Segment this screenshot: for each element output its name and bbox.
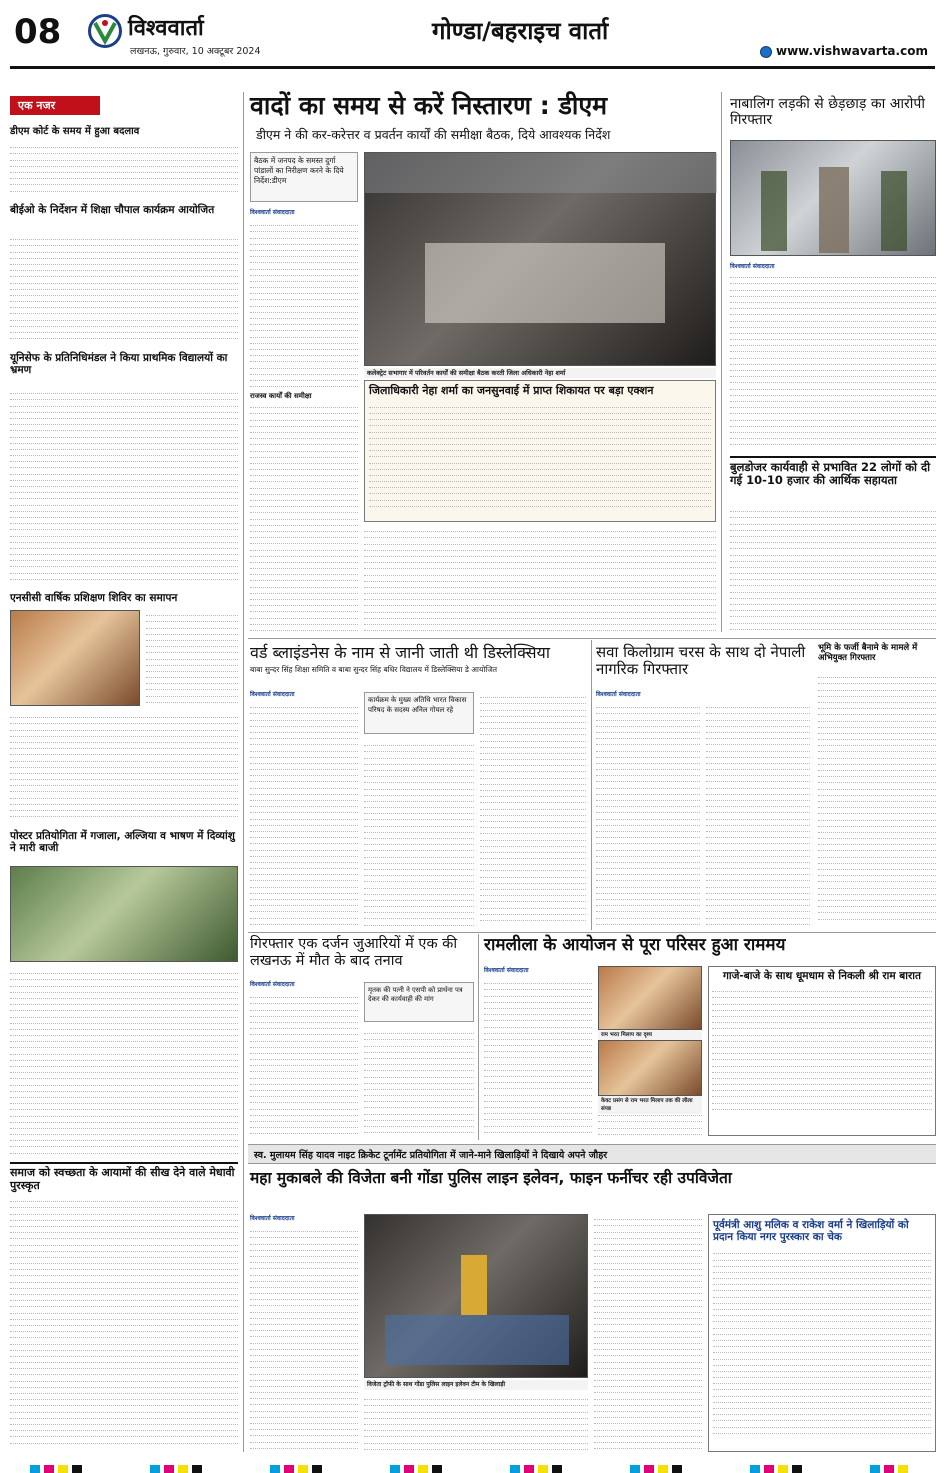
column-rule-mid [591, 640, 592, 930]
dyslexia-headline: वर्ड ब्लाइंडनेस के नाम से जानी जाती थी डिस्लेक्सिया [250, 643, 550, 662]
janasunvai-headline: जिलाधिकारी नेहा शर्मा का जनसुनवाई में प्राप्त शिकायत पर बड़ा एक्शन [369, 384, 654, 397]
charas-headline: सवा किलोग्राम चरस के साथ दो नेपाली नागरिक गिरफ्तार [596, 643, 806, 679]
arrest-headline: नाबालिग लड़की से छेड़छाड़ का आरोपी गिरफ्तार [730, 96, 925, 129]
baraat-headline: गाजे-बाजे के साथ धूमधाम से निकली श्री राम बारात [722, 970, 922, 982]
dyslexia-inset-text: कार्यक्रम के मुख्य अतिथि भारत विकास परिषद के सदस्य अनिल गोयल रहे [368, 696, 467, 714]
arrest-byline: विश्ववार्ता संवाददाता [730, 263, 775, 270]
brief-headline-3: यूनिसेफ के प्रतिनिधिमंडल ने किया प्राथमिक विद्यालयों का भ्रमण [10, 352, 228, 377]
brief-body-1 [10, 142, 238, 198]
baraat-box [708, 966, 936, 1136]
edition-title: गोण्डा/बहराइच वार्ता [432, 17, 609, 45]
brief-headline-2: बीईओ के निर्देशन में शिक्षा चौपाल कार्यक्रम आयोजित [10, 204, 215, 216]
gamblers-body-1 [250, 992, 358, 1136]
accused-photo [730, 140, 936, 256]
brief-body-4a [146, 610, 238, 706]
lead-headline: वादों का समय से करें निस्तारण : डीएम [250, 91, 608, 120]
ncc-camp-photo [10, 610, 140, 706]
dyslexia-inset [364, 692, 474, 734]
bulldozer-body [730, 506, 936, 632]
ek-nazar-tag: एक नजर [10, 96, 100, 115]
gamblers-headline: गिरफ्तार एक दर्जन जुआरियों में एक की लखनऊ में मौत के बाद तनाव [250, 936, 458, 969]
page-number: 08 [14, 12, 62, 52]
baraat-body [712, 986, 932, 1116]
cricket-byline: विश्ववार्ता संवाददाता [250, 1215, 295, 1222]
lead-photo-caption: कलेक्ट्रेट सभागार में परिवर्तन कार्यों की समीक्षा बैठक करती जिला अधिकारी नेहा शर्मा [364, 368, 716, 378]
brief-body-5 [10, 968, 238, 1154]
lead-inset-text: बैठक में जनपद के समस्त दुर्गा पांडालों का निरीक्षण करने के दिये निर्देश:डीएम [254, 156, 344, 185]
ramleela-photo-1 [598, 966, 702, 1030]
cricket-strip-text: स्व. मुलायम सिंह यादव नाइट क्रिकेट टूर्नामेंट प्रतियोगिता में जाने-माने खिलाड़ियों ने दिखाये अपने जौहर [254, 1150, 608, 1161]
award-headline: पूर्वमंत्री आशु मलिक व राकेश वर्मा ने खिलाड़ियों को प्रदान किया नगर पुरस्कार का चेक [713, 1219, 909, 1244]
janasunvai-box [364, 380, 716, 522]
ek-nazar-column [10, 96, 238, 1244]
land-fraud-headline: भूमि के फर्जी बैनामे के मामले में अभियुक्त गिरफ्तार [818, 643, 918, 663]
charas-byline: विश्ववार्ता संवाददाता [596, 691, 641, 698]
cleanliness-headline: समाज को स्वच्छता के आयामों की सीख देने वाले मेधावी पुरस्कृत [10, 1162, 238, 1192]
cricket-photo-caption: विजेता ट्रॉफी के साथ गोंडा पुलिस लाइन इलेवन टीम के खिलाड़ी [364, 1380, 588, 1390]
cricket-body-2 [364, 1394, 588, 1452]
lead-body-3 [364, 526, 716, 634]
section-rule-2 [248, 932, 936, 933]
ramleela-caption-1: राम भरत मिलाप का दृश्य [598, 1030, 702, 1040]
ramleela-photo-2 [598, 1040, 702, 1096]
charas-body-2 [706, 702, 810, 926]
masthead-rule [10, 66, 935, 69]
paper-name: विश्ववार्ता [128, 16, 204, 41]
poster-competition-photo [10, 866, 238, 962]
brief-headline-4: एनसीसी वार्षिक प्रशिक्षण शिविर का समापन [10, 592, 178, 604]
lead-inset [250, 152, 358, 202]
gamblers-byline: विश्ववार्ता संवाददाता [250, 981, 295, 988]
cricket-strip [248, 1144, 936, 1164]
ramleela-byline: विश्ववार्ता संवाददाता [484, 967, 529, 974]
ramleela-body-2 [598, 1110, 702, 1136]
globe-icon [760, 46, 772, 58]
column-rule [243, 92, 244, 1452]
lead-crosshead: राजस्व कार्यों की समीक्षा [250, 392, 312, 400]
charas-body-1 [596, 702, 700, 926]
column-rule-mid-2 [478, 934, 479, 1140]
arrest-body [730, 272, 936, 450]
lead-body-1 [250, 220, 358, 388]
gamblers-inset-text: मृतक की पत्नी ने एसपी को प्रार्थना पत्र देकर की कार्यवाही की मांग [368, 986, 463, 1003]
brief-headline-5: पोस्टर प्रतियोगिता में गजाला, अल्जिया व भाषण में दिव्यांशु ने मारी बाजी [10, 830, 235, 855]
brief-body-2 [10, 234, 238, 344]
lead-byline: विश्ववार्ता संवाददाता [250, 209, 295, 216]
ramleela-caption-2: केवट प्रसंग से राम भरत मिलाप तक की लीला संपन्न [598, 1096, 702, 1114]
award-box [708, 1214, 936, 1452]
brand-logo-icon [88, 14, 122, 48]
ramleela-headline: रामलीला के आयोजन से पूरा परिसर हुआ राममय [484, 935, 786, 955]
award-body [713, 1248, 931, 1434]
column-rule-right [721, 92, 722, 632]
dyslexia-body-2 [364, 740, 474, 926]
brief-headline-1: डीएम कोर्ट के समय में हुआ बदलाव [10, 126, 140, 137]
cricket-trophy-photo [364, 1214, 588, 1378]
dyslexia-subhead: बाबा सुन्दर सिंह शिक्षा समिति व बाबा सुन्दर सिंह बधिर विद्यालय में डिस्लेक्सिया डे आयोजित [250, 665, 498, 674]
gamblers-inset [364, 982, 474, 1022]
dyslexia-byline: विश्ववार्ता संवाददाता [250, 691, 295, 698]
website-link[interactable]: www.vishwavarta.com [776, 44, 928, 58]
dateline: लखनऊ, गुरुवार, 10 अक्टूबर 2024 [130, 46, 261, 57]
printer-color-bar [30, 1458, 915, 1466]
dyslexia-body-1 [250, 702, 358, 926]
janasunvai-body [369, 402, 711, 512]
cricket-body-1 [250, 1226, 358, 1452]
lead-subhead: डीएम ने की कर-करेत्तर व प्रवर्तन कार्यों की समीक्षा बैठक, दिये आवश्यक निर्देश [256, 127, 611, 142]
lead-meeting-photo [364, 152, 716, 366]
ramleela-body-1 [484, 978, 592, 1136]
section-rule-1 [248, 638, 936, 639]
brief-body-3 [10, 388, 238, 586]
cleanliness-body [10, 1196, 238, 1448]
cricket-body-3 [594, 1214, 702, 1452]
gamblers-body-2 [364, 1028, 474, 1136]
brief-body-4b [10, 712, 238, 822]
dyslexia-body-3 [480, 692, 586, 926]
land-fraud-body [818, 672, 936, 926]
masthead [0, 0, 945, 72]
cricket-headline: महा मुकाबले की विजेता बनी गोंडा पुलिस लाइन इलेवन, फाइन फर्नीचर रही उपविजेता [250, 1169, 732, 1187]
lead-body-2 [250, 402, 358, 634]
bulldozer-headline: बुलडोजर कार्यवाही से प्रभावित 22 लोगों को दी गई 10-10 हजार की आर्थिक सहायता [730, 456, 936, 487]
